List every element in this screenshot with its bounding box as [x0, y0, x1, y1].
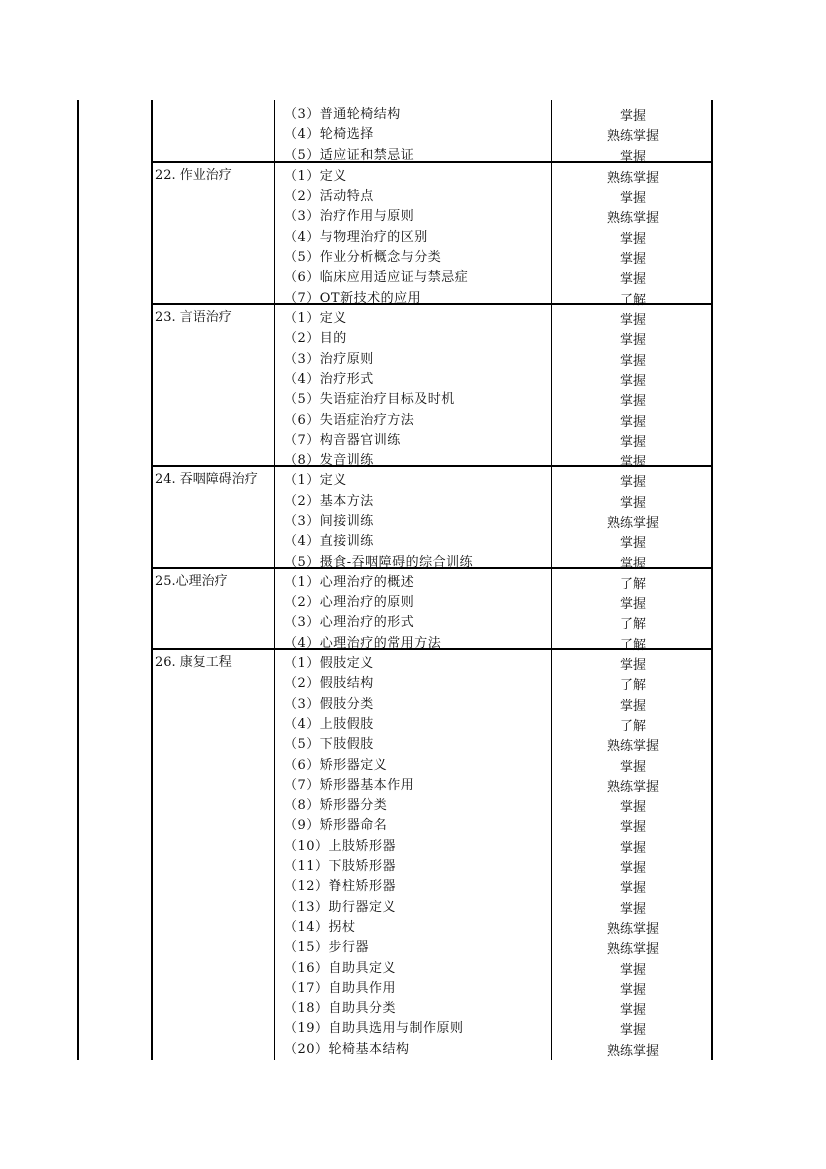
- requirement-level: 掌握: [619, 414, 646, 430]
- content-item: （3）间接训练: [284, 513, 374, 529]
- content-item: （3）治疗作用与原则: [284, 209, 415, 225]
- table-row: [151, 121, 713, 145]
- content-item: （4）轮椅选择: [284, 127, 374, 143]
- content-item: （7）OT新技术的应用: [284, 290, 422, 306]
- requirement-level: 了解: [619, 576, 646, 592]
- content-item: （7）构音器官训练: [284, 432, 401, 448]
- topic-title: 23. 言语治疗: [155, 310, 232, 325]
- requirement-level: 了解: [619, 637, 646, 653]
- requirement-level: 熟练掌握: [606, 1043, 659, 1059]
- content-item: （14）拐杖: [284, 919, 356, 935]
- table-row: [151, 894, 713, 917]
- content-item: （7）矫形器基本作用: [284, 777, 415, 793]
- table-row: [151, 772, 713, 795]
- requirement-level: 掌握: [619, 455, 646, 471]
- requirement-level: 了解: [619, 718, 646, 734]
- table-row: [151, 305, 713, 328]
- content-item: （1）定义: [284, 311, 347, 326]
- table-row: [151, 630, 713, 653]
- requirement-level: 掌握: [619, 536, 646, 552]
- requirement-level: 了解: [619, 617, 646, 633]
- requirement-level: 掌握: [619, 597, 646, 613]
- table-row: [151, 346, 713, 369]
- topic-section: [151, 465, 713, 572]
- requirement-level: 了解: [619, 292, 646, 308]
- content-item: （18）自助具分类: [284, 1001, 397, 1017]
- content-item: （1）假肢定义: [284, 656, 374, 672]
- table-row: [151, 467, 713, 491]
- content-item: （3）普通轮椅结构: [284, 107, 401, 122]
- table-row: [151, 792, 713, 816]
- table-row: [151, 386, 713, 410]
- content-item: （6）矫形器定义: [284, 757, 388, 773]
- content-item: （3）治疗原则: [284, 351, 374, 367]
- requirement-level: 熟练掌握: [606, 921, 659, 937]
- content-item: （5）摄食-吞咽障碍的综合训练: [284, 554, 474, 570]
- requirement-level: 熟练掌握: [606, 942, 659, 958]
- requirement-level: 掌握: [619, 149, 646, 165]
- table-row: [151, 264, 713, 288]
- requirement-level: 掌握: [619, 698, 646, 714]
- requirement-level: 掌握: [619, 1023, 646, 1039]
- content-item: （15）步行器: [284, 940, 370, 956]
- topic-section: [151, 567, 713, 653]
- requirement-level: 掌握: [619, 495, 646, 511]
- requirement-level: 掌握: [619, 1003, 646, 1019]
- table-row: [151, 670, 713, 694]
- content-item: （16）自助具定义: [284, 960, 397, 976]
- content-item: （4）治疗形式: [284, 371, 374, 387]
- table-row: [151, 528, 713, 552]
- requirement-level: 掌握: [619, 800, 646, 816]
- requirement-level: 掌握: [619, 759, 646, 775]
- table-row: [151, 427, 713, 450]
- table-row: [151, 752, 713, 775]
- table-row: [151, 975, 713, 998]
- content-item: （3）心理治疗的形式: [284, 615, 415, 631]
- content-item: （10）上肢矫形器: [284, 838, 397, 854]
- content-item: （12）脊柱矫形器: [284, 879, 397, 895]
- content-item: （5）下肢假肢: [284, 737, 374, 753]
- table-row: [151, 203, 713, 227]
- table-row: [151, 589, 713, 613]
- content-item: （13）助行器定义: [284, 899, 397, 915]
- content-item: （8）矫形器分类: [284, 798, 388, 814]
- content-item: （6）失语症治疗方法: [284, 412, 415, 428]
- content-item: （4）与物理治疗的区别: [284, 229, 428, 245]
- table-row: [151, 873, 713, 897]
- table-row: [151, 285, 713, 308]
- requirement-level: 掌握: [619, 109, 646, 124]
- requirement-level: 掌握: [619, 840, 646, 856]
- requirement-level: 掌握: [619, 313, 646, 328]
- requirement-level: 掌握: [619, 252, 646, 268]
- requirement-level: 掌握: [619, 353, 646, 369]
- table-row: [151, 325, 713, 349]
- table-row: [151, 1015, 713, 1039]
- requirement-level: 熟练掌握: [606, 211, 659, 227]
- table-row: [151, 955, 713, 978]
- requirement-level: 了解: [619, 678, 646, 694]
- table-row: [151, 853, 713, 877]
- content-item: （17）自助具作用: [284, 980, 397, 996]
- content-item: （1）心理治疗的概述: [284, 574, 415, 590]
- content-item: （4）直接训练: [284, 534, 374, 550]
- requirement-level: 掌握: [619, 394, 646, 410]
- content-item: （19）自助具选用与制作原则: [284, 1021, 464, 1037]
- requirement-level: 掌握: [619, 962, 646, 978]
- requirement-level: 掌握: [619, 820, 646, 836]
- content-item: （2）目的: [284, 331, 347, 347]
- content-item: （1）定义: [284, 168, 347, 184]
- table-row: [151, 183, 713, 207]
- requirement-level: 熟练掌握: [606, 779, 659, 795]
- content-item: （3）假肢分类: [284, 696, 374, 712]
- content-item: （6）临床应用适应证与禁忌症: [284, 270, 469, 286]
- table-row: [151, 447, 713, 471]
- table-row: [151, 995, 713, 1019]
- content-item: （5）作业分析概念与分类: [284, 250, 442, 266]
- topic-section: [151, 101, 713, 165]
- table-row: [151, 101, 713, 124]
- requirement-level: 掌握: [619, 333, 646, 349]
- content-item: （1）定义: [284, 473, 347, 489]
- requirement-level: 掌握: [619, 231, 646, 247]
- requirement-level: 掌握: [619, 556, 646, 572]
- topic-section: [151, 161, 713, 308]
- requirement-level: 掌握: [619, 191, 646, 207]
- table-row: [151, 691, 713, 714]
- table-row: [151, 609, 713, 633]
- table-row: [151, 244, 713, 268]
- requirement-level: 掌握: [619, 982, 646, 998]
- content-item: （2）心理治疗的原则: [284, 595, 415, 611]
- requirement-level: 掌握: [619, 434, 646, 450]
- requirement-level: 掌握: [619, 475, 646, 491]
- table-row: [151, 407, 713, 430]
- table-row: [151, 934, 713, 958]
- table-row: [151, 142, 713, 165]
- topic-title: 25.心理治疗: [155, 573, 228, 589]
- content-item: （2）假肢结构: [284, 676, 374, 692]
- requirement-level: 掌握: [619, 881, 646, 897]
- content-item: （8）发音训练: [284, 453, 374, 469]
- table-row: [151, 731, 713, 755]
- table-row: [151, 163, 713, 186]
- content-item: （9）矫形器命名: [284, 818, 388, 834]
- content-item: （2）基本方法: [284, 493, 374, 509]
- requirement-level: 掌握: [619, 861, 646, 877]
- table-row: [151, 650, 713, 674]
- table-row: [151, 366, 713, 389]
- table-row: [151, 914, 713, 937]
- topic-section: [151, 303, 713, 471]
- requirement-level: 熟练掌握: [606, 515, 659, 531]
- content-item: （4）上肢假肢: [284, 716, 374, 732]
- table-row: [151, 488, 713, 511]
- topic-title: 22. 作业治疗: [155, 167, 232, 183]
- topic-section: [151, 648, 713, 1059]
- table-row: [151, 711, 713, 734]
- content-item: （5）失语症治疗目标及时机: [284, 392, 455, 408]
- table-row: [151, 549, 713, 572]
- requirement-level: 掌握: [619, 901, 646, 917]
- topic-title: 26. 康复工程: [155, 655, 232, 671]
- content-item: （4）心理治疗的常用方法: [284, 635, 442, 651]
- table-row: [151, 508, 713, 531]
- content-item: （11）下肢矫形器: [284, 859, 397, 875]
- content-item: （2）活动特点: [284, 189, 374, 205]
- requirement-level: 掌握: [619, 272, 646, 288]
- content-item: （5）适应证和禁忌证: [284, 147, 415, 163]
- table-row: [151, 833, 713, 856]
- table-row: [151, 224, 713, 247]
- topic-title: 24. 吞咽障碍治疗: [155, 472, 258, 488]
- requirement-level: 熟练掌握: [606, 170, 659, 186]
- requirement-level: 掌握: [619, 658, 646, 674]
- table-row: [151, 569, 713, 592]
- requirement-level: 掌握: [619, 373, 646, 389]
- requirement-level: 熟练掌握: [606, 739, 659, 755]
- table-row: [151, 812, 713, 836]
- content-item: （20）轮椅基本结构: [284, 1041, 410, 1057]
- table-left-border: [77, 100, 79, 1060]
- table-row: [151, 1036, 713, 1059]
- requirement-level: 熟练掌握: [606, 129, 659, 145]
